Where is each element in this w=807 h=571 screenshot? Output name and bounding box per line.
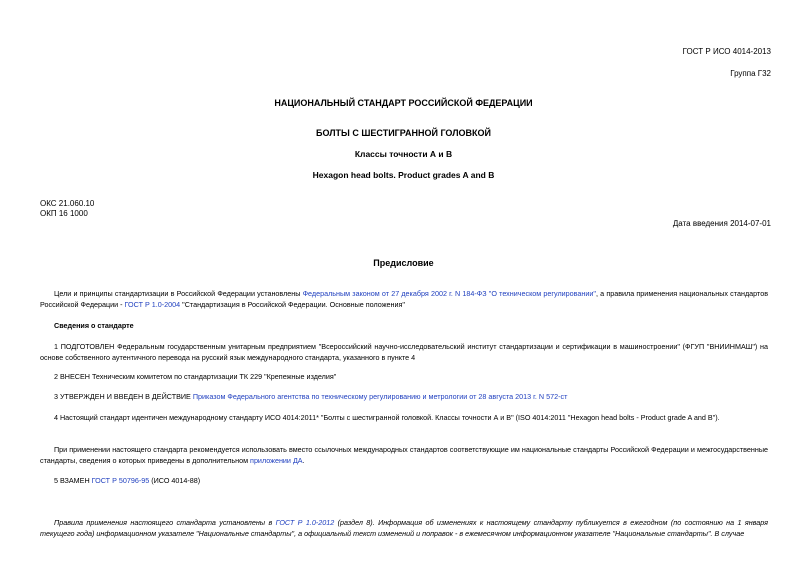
- oks-code: ОКС 21.060.10: [40, 199, 95, 208]
- item-2: 2 ВНЕСЕН Техническим комитетом по стандартизации ТК 229 "Крепежные изделия": [54, 372, 337, 381]
- standard-title: НАЦИОНАЛЬНЫЙ СТАНДАРТ РОССИЙСКОЙ ФЕДЕРАЦИИ: [274, 98, 533, 108]
- goals-text-1: Цели и принципы стандартизации в Российской Федерации установлены: [54, 289, 303, 298]
- gost-1-0-2012-link[interactable]: ГОСТ Р 1.0-2012: [275, 518, 335, 527]
- document-subtitle: Классы точности А и В: [354, 149, 453, 159]
- appendix-da-link[interactable]: приложении ДА: [250, 456, 303, 465]
- application-text-2: .: [302, 456, 305, 465]
- intro-date: Дата введения 2014-07-01: [672, 219, 771, 228]
- application-paragraph: [40, 444, 768, 466]
- item-1: 1 ПОДГОТОВЛЕН Федеральным государственным унитарным предприятием "Всероссийский научно-исследовательский институт стандартизации и сертификации в машиностроении" (ФГУП "ВНИИНМАШ") на основе собственного аутентичного перевода на русский язык международного стандарта, указанного в пункте 4: [40, 342, 768, 362]
- gost-1-0-2004-link[interactable]: ГОСТ Р 1.0-2004: [124, 300, 181, 309]
- okp-code: ОКП 16 1000: [40, 209, 88, 218]
- doc-code: ГОСТ Р ИСО 4014-2013: [682, 47, 771, 56]
- order-link[interactable]: Приказом Федерального агентства по техническому регулированию и метрологии от 28 августа 2013 г. N 572-ст: [192, 392, 568, 401]
- goals-text-3: "Стандартизация в Российской Федерации. Основные положения": [180, 300, 405, 309]
- group-code: Группа Г32: [730, 69, 771, 78]
- rules-text-2: (раздел 8). Информация об изменениях к настоящему стандарту публикуется в ежегодном (по состоянию на 1 января текущего года) информационном указателе "Национальные стандарты", а официальный текст изменений и поправок - в ежемесячном информационном указателе "Национальные стандарты". В случае: [40, 518, 769, 538]
- item-3: [54, 392, 567, 401]
- federal-law-link[interactable]: Федеральным законом от 27 декабря 2002 г. N 184-ФЗ "О техническом регулировании": [302, 289, 596, 298]
- goals-paragraph: [40, 288, 768, 310]
- gost-50796-95-link[interactable]: ГОСТ Р 50796-95: [91, 476, 150, 485]
- rules-paragraph: [40, 517, 768, 539]
- english-title: Hexagon head bolts. Product grades A and B: [312, 170, 495, 180]
- item-4: 4 Настоящий стандарт идентичен международному стандарту ИСО 4014:2011* "Болты с шестигранной головкой. Классы точности А и В" (ISO 4014:2011 "Hexagon head bolts - Product grade A and B").: [54, 413, 720, 422]
- item-5: [54, 476, 200, 485]
- item-3-text: 3 УТВЕРЖДЕН И ВВЕДЕН В ДЕЙСТВИЕ: [54, 392, 193, 401]
- document-title: БОЛТЫ С ШЕСТИГРАННОЙ ГОЛОВКОЙ: [316, 128, 491, 138]
- item-5-text-1: 5 ВЗАМЕН: [54, 476, 92, 485]
- rules-text-1: Правила применения настоящего стандарта установлены в: [54, 518, 276, 527]
- standard-info-heading: Сведения о стандарте: [54, 321, 134, 330]
- goals-text-2: , а правила применения национальных стандартов Российской Федерации -: [40, 289, 769, 309]
- application-text-1: При применении настоящего стандарта рекомендуется использовать вместо ссылочных международных стандартов соответствующие им национальные стандарты Российской Федерации и межгосударственные стандарты, сведения о которых приведены в дополнительном: [40, 445, 768, 465]
- foreword-heading: Предисловие: [373, 258, 434, 268]
- item-5-text-2: (ИСО 4014-88): [149, 476, 201, 485]
